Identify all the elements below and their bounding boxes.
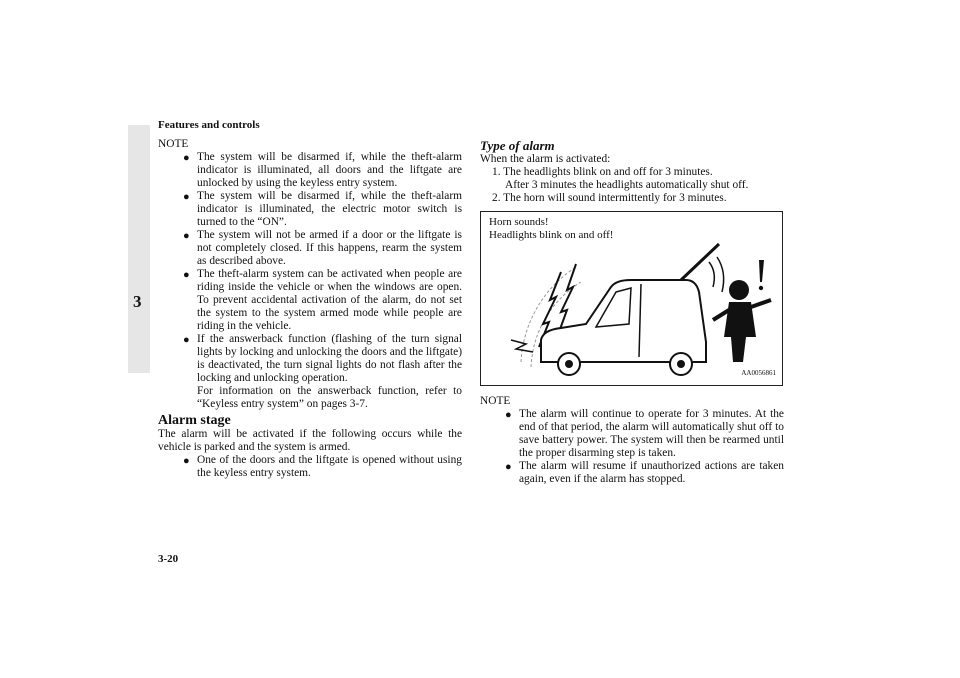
step-continuation: After 3 minutes the headlights automatically shut off. — [505, 179, 749, 191]
note-list — [480, 408, 784, 486]
alarm-steps — [480, 166, 784, 205]
step-item: 1. The headlights blink on and off for 3 minutes. — [492, 166, 713, 178]
note-item: ● The system will be disarmed if, while the theft-alarm indicator is illuminated, the electric motor switch is turned to the “ON”. — [183, 190, 462, 228]
note-label: NOTE — [480, 395, 511, 407]
alarm-stage-text: The alarm will be activated if the following occurs while the vehicle is parked and the system is armed. — [158, 428, 462, 453]
left-column — [158, 138, 462, 480]
note-item: ● The alarm will continue to operate for 3 minutes. At the end of that period, the alarm will automatically shut off to save battery power. The system will then be rearmed until the proper disarming step is taken. — [505, 408, 784, 459]
note-label: NOTE — [158, 138, 189, 150]
right-column — [480, 138, 784, 486]
bullet-icon: ● — [183, 334, 190, 346]
note-list — [158, 151, 462, 411]
note-item: ● The system will not be armed if a door or the liftgate is not completely closed. If this happens, rearm the system as described above. — [183, 229, 462, 267]
page-number: 3-20 — [158, 553, 179, 565]
chapter-number: 3 — [133, 292, 142, 311]
step-item: 2. The horn will sound intermittently for 3 minutes. — [492, 192, 727, 204]
bullet-icon: ● — [183, 455, 190, 467]
alarm-stage-list — [158, 454, 462, 480]
note-item: ● The alarm will resume if unauthorized actions are taken again, even if the alarm has stopped. — [505, 460, 784, 485]
bullet-icon: ● — [183, 191, 190, 203]
bullet-icon: ● — [183, 269, 190, 281]
bullet-icon: ● — [505, 409, 512, 421]
alarm-intro: When the alarm is activated: — [480, 153, 611, 165]
alarm-stage-heading: Alarm stage — [158, 413, 231, 428]
note-item: ● The system will be disarmed if, while the theft-alarm indicator is illuminated, all doors and the liftgate are unlocked by using the keyless entry system. — [183, 151, 462, 189]
bullet-icon: ● — [183, 152, 190, 164]
chapter-tab — [128, 125, 150, 373]
type-of-alarm-heading: Type of alarm — [480, 138, 555, 153]
alarm-illustration — [480, 211, 783, 386]
note-item: ● The theft-alarm system can be activated when people are riding inside the vehicle or when the windows are open. To prevent accidental activation of the alarm, do not set the system to the system armed mode while people are riding in the vehicle. — [183, 268, 462, 332]
bullet-icon: ● — [183, 230, 190, 242]
page-header: Features and controls — [158, 119, 260, 131]
note-item: ● If the answerback function (flashing of the turn signal lights by locking and unlocking the doors and the liftgate) is deactivated, the turn signal lights do not flash after the locking and unlocking operation. For information on the answerback function, refer to “Keyless entry system” on pages 3-7. — [183, 333, 462, 410]
figure-caption: Horn sounds! Headlights blink on and off! — [489, 216, 614, 241]
figure-id: AA0056861 — [741, 369, 776, 377]
bullet-icon: ● — [505, 461, 512, 473]
alarm-stage-item: ● One of the doors and the liftgate is opened without using the keyless entry system. — [183, 454, 462, 479]
